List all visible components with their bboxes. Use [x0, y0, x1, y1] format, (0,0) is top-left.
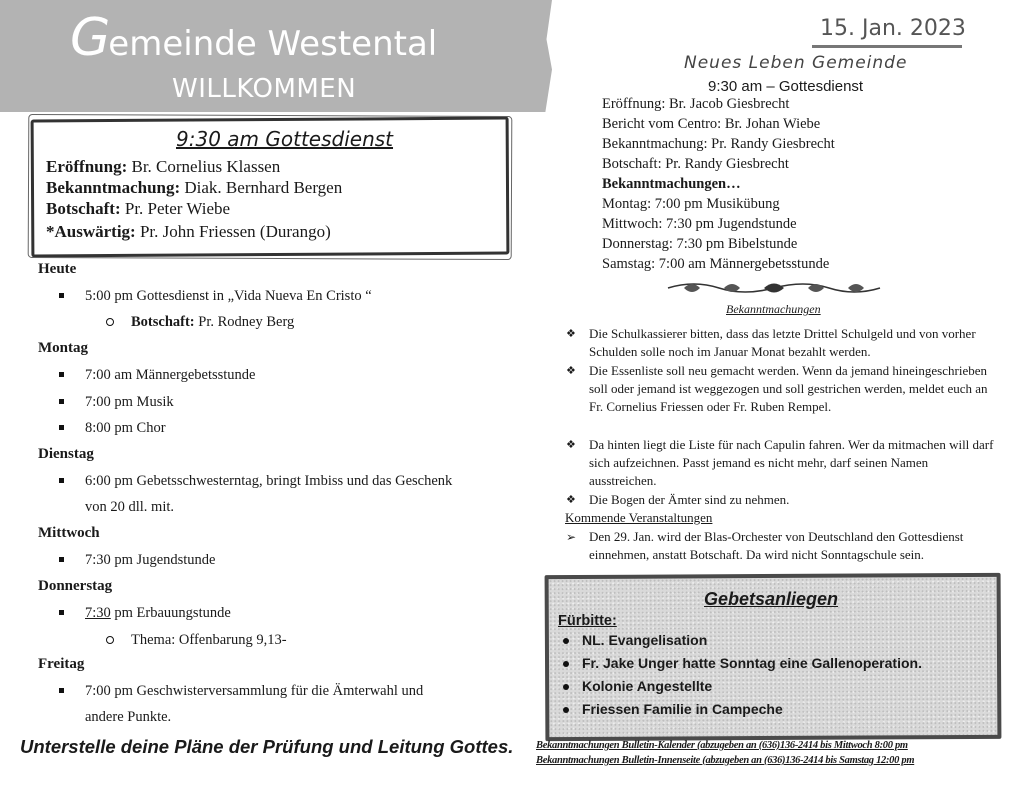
- announcements-heading: Bekanntmachungen: [726, 302, 821, 316]
- announcement-item: Da hinten liegt die Liste für nach Capulin fahren. Wer da mitmachen will darf sich aufzeichnen. Passt jemand es nicht mehr, darf seinen Namen ausstreichen.: [589, 437, 994, 488]
- footer-note: Bekanntmachungen Bulletin-Innenseite (abzugeben an (636)136-2414 bis Samstag 12:00 pm: [536, 755, 915, 766]
- day-donnerstag: Donnerstag: [38, 578, 113, 594]
- upcoming-heading: Kommende Veranstaltungen: [565, 510, 713, 525]
- schedule-item: 5:00 pm Gottesdienst in „Vida Nueva En Cristo “: [85, 288, 372, 304]
- diamond-bullet-icon: ❖: [566, 494, 576, 506]
- schedule-item: 7:00 pm Musik: [85, 394, 174, 410]
- announcement-item: Die Schulkassierer bitten, dass das letzte Drittel Schulgeld und von vorher Schulden solle noch im Januar Monat bezahlt werden.: [589, 326, 976, 359]
- prayer-item: Friessen Familie in Campeche: [582, 701, 783, 717]
- prayer-item: Fr. Jake Unger hatte Sonntag eine Gallenoperation.: [582, 655, 922, 671]
- welcome-text: WILLKOMMEN: [172, 74, 357, 104]
- bullet-icon: [563, 684, 569, 690]
- service-heading: 9:30 am Gottesdienst: [176, 127, 394, 151]
- schedule-subitem: Botschaft: Pr. Rodney Berg: [131, 314, 295, 330]
- bullet-icon: [59, 425, 64, 430]
- bullet-icon: [563, 638, 569, 644]
- nl-line: Bekanntmachung: Pr. Randy Giesbrecht: [602, 136, 835, 152]
- announcement-item: Die Bogen der Ämter sind zu nehmen.: [589, 492, 790, 507]
- bullet-icon: [59, 610, 64, 615]
- day-montag: Montag: [38, 340, 88, 356]
- nl-line: Bericht vom Centro: Br. Johan Wiebe: [602, 116, 821, 132]
- neues-leben-time: 9:30 am – Gottesdienst: [708, 78, 864, 95]
- bullet-icon: [59, 399, 64, 404]
- nl-line: Eröffnung: Br. Jacob Giesbrecht: [602, 96, 790, 112]
- day-mittwoch: Mittwoch: [38, 525, 100, 541]
- bullet-icon: [563, 707, 569, 713]
- bullet-icon: [59, 478, 64, 483]
- schedule-item: 7:00 pm Geschwisterversammlung für die Ämterwahl und: [85, 683, 424, 699]
- bullet-icon: [59, 688, 64, 693]
- schedule-item: 7:30 pm Jugendstunde: [85, 552, 216, 568]
- title-initial: G: [70, 8, 109, 68]
- schedule-item: 6:00 pm Gebetsschwesterntag, bringt Imbiss und das Geschenk: [85, 473, 453, 489]
- service-message: Botschaft: Pr. Peter Wiebe: [46, 199, 231, 218]
- day-dienstag: Dienstag: [38, 446, 94, 462]
- nl-line: Mittwoch: 7:30 pm Jugendstunde: [602, 216, 797, 232]
- diamond-bullet-icon: ❖: [566, 328, 576, 340]
- nl-announcements-label: Bekanntmachungen…: [602, 176, 741, 192]
- schedule-item-continued: von 20 dll. mit.: [85, 499, 175, 515]
- service-opening: Eröffnung: Br. Cornelius Klassen: [46, 157, 281, 176]
- bullet-icon: [563, 661, 569, 667]
- diamond-bullet-icon: ❖: [566, 439, 576, 451]
- arrow-bullet-icon: ➢: [566, 530, 577, 544]
- schedule-subitem: Thema: Offenbarung 9,13-: [131, 632, 287, 648]
- prayer-item: NL. Evangelisation: [582, 632, 708, 648]
- bullet-icon: [59, 293, 64, 298]
- title-rest: emeinde Westental: [108, 24, 438, 64]
- schedule-item: 8:00 pm Chor: [85, 420, 166, 436]
- announcement-item: Die Essenliste soll neu gemacht werden. Wenn da jemand hineingeschrieben soll oder jemand ist weggezogen und soll gestrichen werden, meldet euch an Fr. Cornelius Friessen oder Fr. Ruben Rempel.: [589, 363, 988, 414]
- prayer-heading: Gebetsanliegen: [704, 589, 839, 609]
- ornament-divider-icon: [664, 278, 884, 298]
- neues-leben-title: Neues Leben Gemeinde: [684, 53, 908, 73]
- footer-note: Bekanntmachungen Bulletin-Kalender (abzugeben an (636)136-2414 bis Mittwoch 8:00 pm: [536, 740, 908, 751]
- service-announcement: Bekanntmachung: Diak. Bernhard Bergen: [46, 178, 343, 197]
- church-title: [70, 8, 437, 68]
- diamond-bullet-icon: ❖: [566, 365, 576, 377]
- schedule-item: 7:00 am Männergebetsstunde: [85, 367, 256, 383]
- motto: Unterstelle deine Pläne der Prüfung und Leitung Gottes.: [20, 736, 514, 757]
- bullet-icon: [59, 557, 64, 562]
- upcoming-item: Den 29. Jan. wird der Blas-Orchester von Deutschland den Gottesdienst einnehmen, anstatt Botschaft. Da wird nicht Sonntagschule sein.: [589, 529, 964, 562]
- day-freitag: Freitag: [38, 656, 85, 672]
- nl-line: Botschaft: Pr. Randy Giesbrecht: [602, 156, 789, 172]
- schedule-item-continued: andere Punkte.: [85, 709, 172, 725]
- prayer-item: Kolonie Angestellte: [582, 678, 713, 694]
- bullet-icon: [59, 372, 64, 377]
- nl-line: Samstag: 7:00 am Männergebetsstunde: [602, 256, 830, 272]
- circle-bullet-icon: [106, 318, 114, 326]
- prayer-subheading: Fürbitte:: [558, 613, 617, 629]
- service-external: *Auswärtig: Pr. John Friessen (Durango): [46, 222, 331, 241]
- schedule-item: 7:30 pm Erbauungstunde: [85, 605, 231, 621]
- nl-line: Donnerstag: 7:30 pm Bibelstunde: [602, 236, 798, 252]
- day-heute: Heute: [38, 261, 77, 277]
- nl-line: Montag: 7:00 pm Musikübung: [602, 196, 780, 212]
- date-underline: [812, 45, 962, 48]
- circle-bullet-icon: [106, 636, 114, 644]
- bulletin-date: 15. Jan. 2023: [820, 16, 966, 41]
